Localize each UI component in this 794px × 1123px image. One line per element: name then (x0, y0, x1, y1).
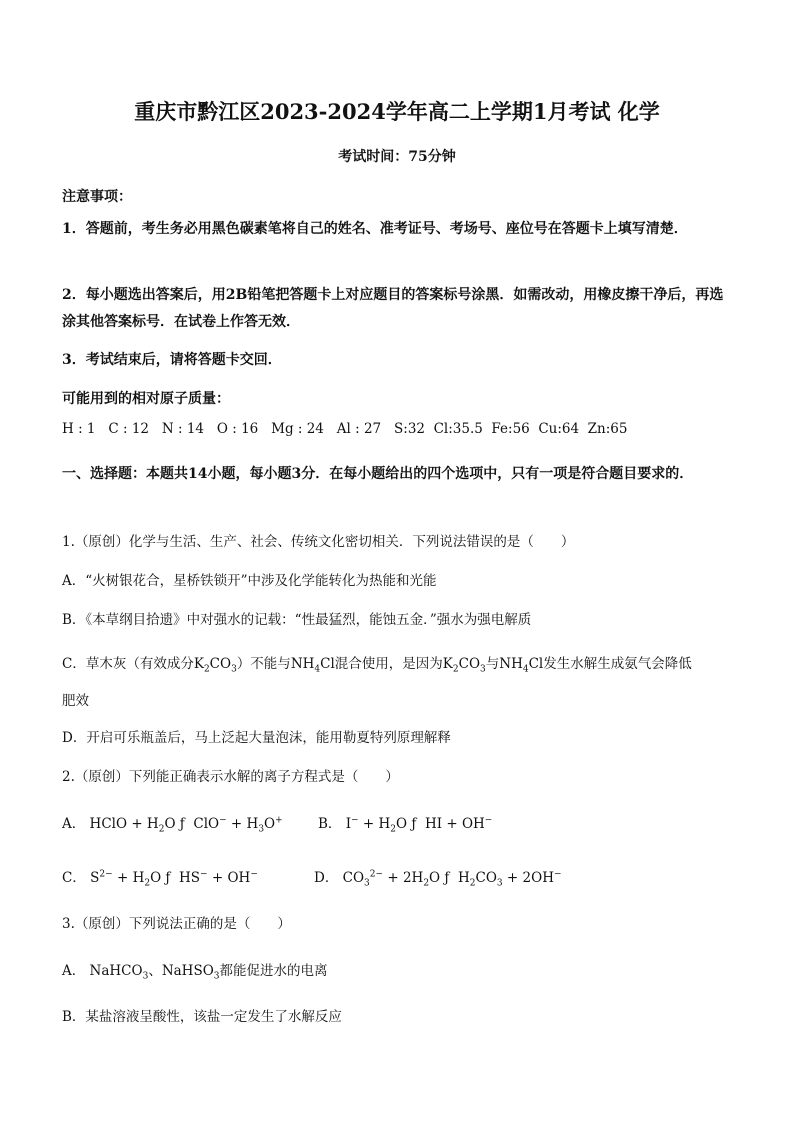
notes-item-2: 2．每小题选出答案后，用2B铅笔把答题卡上对应题目的答案标号涂黑．如需改动，用橡皮擦干净后，再选涂其他答案标号．在试卷上作答无效． (62, 287, 724, 330)
q1-option-d: D．开启可乐瓶盖后，马上泛起大量泡沫，能用勒夏特列原理解释 (62, 730, 451, 746)
atomic-mass-heading: 可能用到的相对原子质量： (62, 391, 230, 407)
exam-duration: 考试时间：75分钟 (338, 149, 456, 165)
notes-heading: 注意事项： (62, 189, 132, 205)
q2-stem: 2.（原创）下列能正确表示水解的离子方程式是（ ） (62, 769, 399, 785)
atomic-mass-list: H : 1 C : 12 N : 14 O : 16 Mg : 24 Al : 27 S:32 Cl:35.5 Fe:56 Cu:64 Zn:65 (62, 421, 628, 437)
formula-nh4cl: $NH_4Cl$ (290, 656, 335, 675)
notes-item-1: 1．答题前，考生务必用黑色碳素笔将自己的姓名、准考证号、考场号、座位号在答题卡上填写清楚． (62, 221, 688, 237)
q1-option-b: B．《本草纲目拾遗》中对强水的记载：“性最猛烈，能蚀五金．”强水为强电解质 (62, 612, 532, 628)
exam-title: 重庆市黔江区2023-2024学年高二上学期1月考试 化学 (134, 99, 660, 124)
q1-stem: 1.（原创）化学与生活、生产、社会、传统文化密切相关．下列说法错误的是（ ） (62, 534, 575, 550)
q1-option-c: C．草木灰（有效成分$K_2CO_3$）不能与$NH_4Cl$混合使用，是因为$K_2CO_3$与$NH_4Cl$发生水解生成氨气会降低 (62, 656, 692, 675)
q2-option-b: B． $I^- + H_2O$ ƒ HI + OH− (318, 815, 493, 835)
section-1-heading: 一、选择题：本题共14小题，每小题3分．在每小题给出的四个选项中，只有一项是符合题目要求的． (62, 466, 694, 482)
notes-item-3: 3．考试结束后，请将答题卡交回． (62, 352, 282, 368)
q3-option-a: A． NaHCO$_3$、NaHSO$_3$都能促进水的电离 (62, 963, 328, 982)
q1-option-a: A．“火树银花合，星桥铁锁开”中涉及化学能转化为热能和光能 (62, 573, 437, 589)
q2-option-d: D． $CO_3^{2-} + 2H_2O$ ƒ $H_2CO_3 + 2OH^-$ (314, 869, 562, 889)
q2-option-a: A． HClO + $H_2O$ ƒ $ClO^- + H_3O^+$ (62, 815, 283, 835)
q1-option-c-line2: 肥效 (62, 693, 89, 709)
formula-k2co3: $K_2CO_3$ (193, 656, 237, 675)
q2-option-c: C． $S^{2-} + H_2O$ ƒ HS− + OH− (62, 869, 258, 889)
q3-stem: 3.（原创）下列说法正确的是（ ） (62, 916, 291, 932)
q3-option-b: B．某盐溶液呈酸性，该盐一定发生了水解反应 (62, 1009, 342, 1025)
